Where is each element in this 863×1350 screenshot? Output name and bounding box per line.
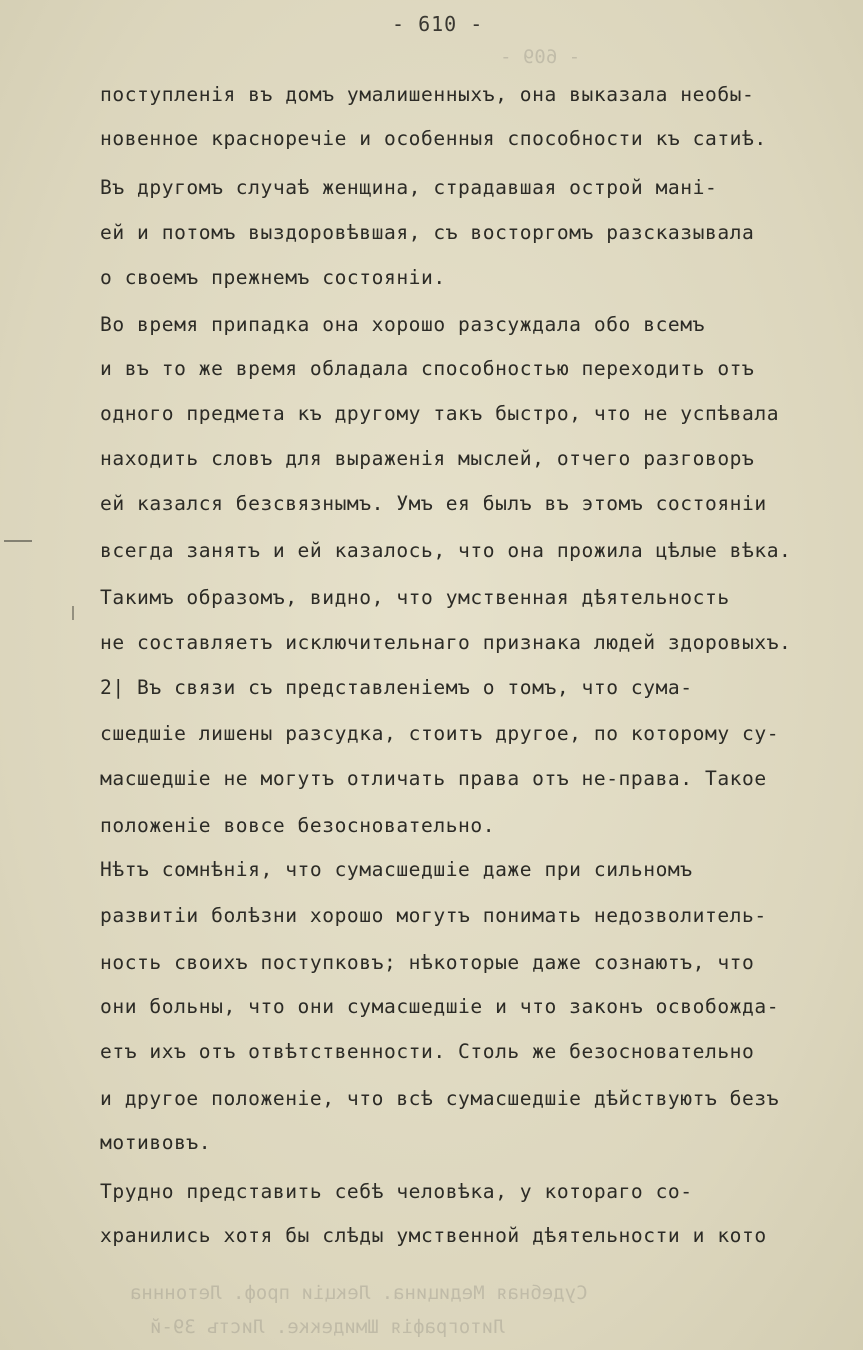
text-line: они больны, что они сумасшедшіе и что законъ освобожда- [100, 995, 780, 1018]
text-line: ей и потомъ выздоровѣвшая, съ восторгомъ разсказывала [100, 221, 755, 244]
text-line: одного предмета къ другому такъ быстро, что не успѣвала [100, 402, 780, 425]
text-line: развитіи болѣзни хорошо могутъ понимать недозволитель- [100, 904, 767, 927]
text-line: масшедшіе не могутъ отличать права отъ не-права. Такое [100, 767, 767, 790]
text-line: ность своихъ поступковъ; нѣкоторые даже сознаютъ, что [100, 951, 755, 974]
text-line: и другое положеніе, что всѣ сумасшедшіе дѣйствуютъ безъ [100, 1087, 780, 1110]
text-line: 2| Въ связи съ представленіемъ о томъ, что сума- [100, 676, 693, 699]
bleed-through-page-number: - 609 - [500, 46, 581, 68]
text-line: положеніе вовсе безосновательно. [100, 814, 496, 837]
text-line: новенное красноречіе и особенныя способности къ сатиѣ. [100, 127, 767, 150]
text-line: ей казался безсвязнымъ. Умъ ея былъ въ этомъ состояніи [100, 492, 767, 515]
text-line: Трудно представить себѣ человѣка, у котораго со- [100, 1180, 693, 1203]
page-number: - 610 - [392, 12, 484, 36]
text-line: Такимъ образомъ, видно, что умственная дѣятельность [100, 586, 730, 609]
text-line: и въ то же время обладала способностью переходить отъ [100, 357, 755, 380]
text-line: етъ ихъ отъ отвѣтственности. Столь же безосновательно [100, 1040, 755, 1063]
text-line: Нѣтъ сомнѣнія, что сумасшедшіе даже при сильномъ [100, 858, 693, 881]
text-line: Въ другомъ случаѣ женщина, страдавшая острой мані- [100, 176, 718, 199]
text-line: всегда занятъ и ей казалось, что она прожила цѣлые вѣка. [100, 539, 792, 562]
text-line: поступленія въ домъ умалишенныхъ, она выказала необы- [100, 83, 755, 106]
text-line: хранились хотя бы слѣды умственной дѣятельности и кото [100, 1224, 767, 1247]
bleed-through-footer-line-1: Судебная Медицина. Лекціи проф. Летоннна [130, 1282, 588, 1304]
text-line: не составляетъ исключительнаго признака людей здоровыхъ. [100, 631, 792, 654]
text-line: Во время припадка она хорошо разсуждала обо всемъ [100, 313, 705, 336]
margin-pencil-mark [4, 540, 32, 542]
text-line: находить словъ для выраженія мыслей, отчего разговоръ [100, 447, 755, 470]
bleed-through-footer-line-2: Литографія Шмидекке. Листъ 39-й [150, 1316, 505, 1338]
text-line: о своемъ прежнемъ состояніи. [100, 266, 446, 289]
text-line: сшедшіе лишены разсудка, стоитъ другое, по которому су- [100, 722, 780, 745]
margin-tick-mark [72, 606, 74, 620]
text-line: мотивовъ. [100, 1131, 212, 1154]
